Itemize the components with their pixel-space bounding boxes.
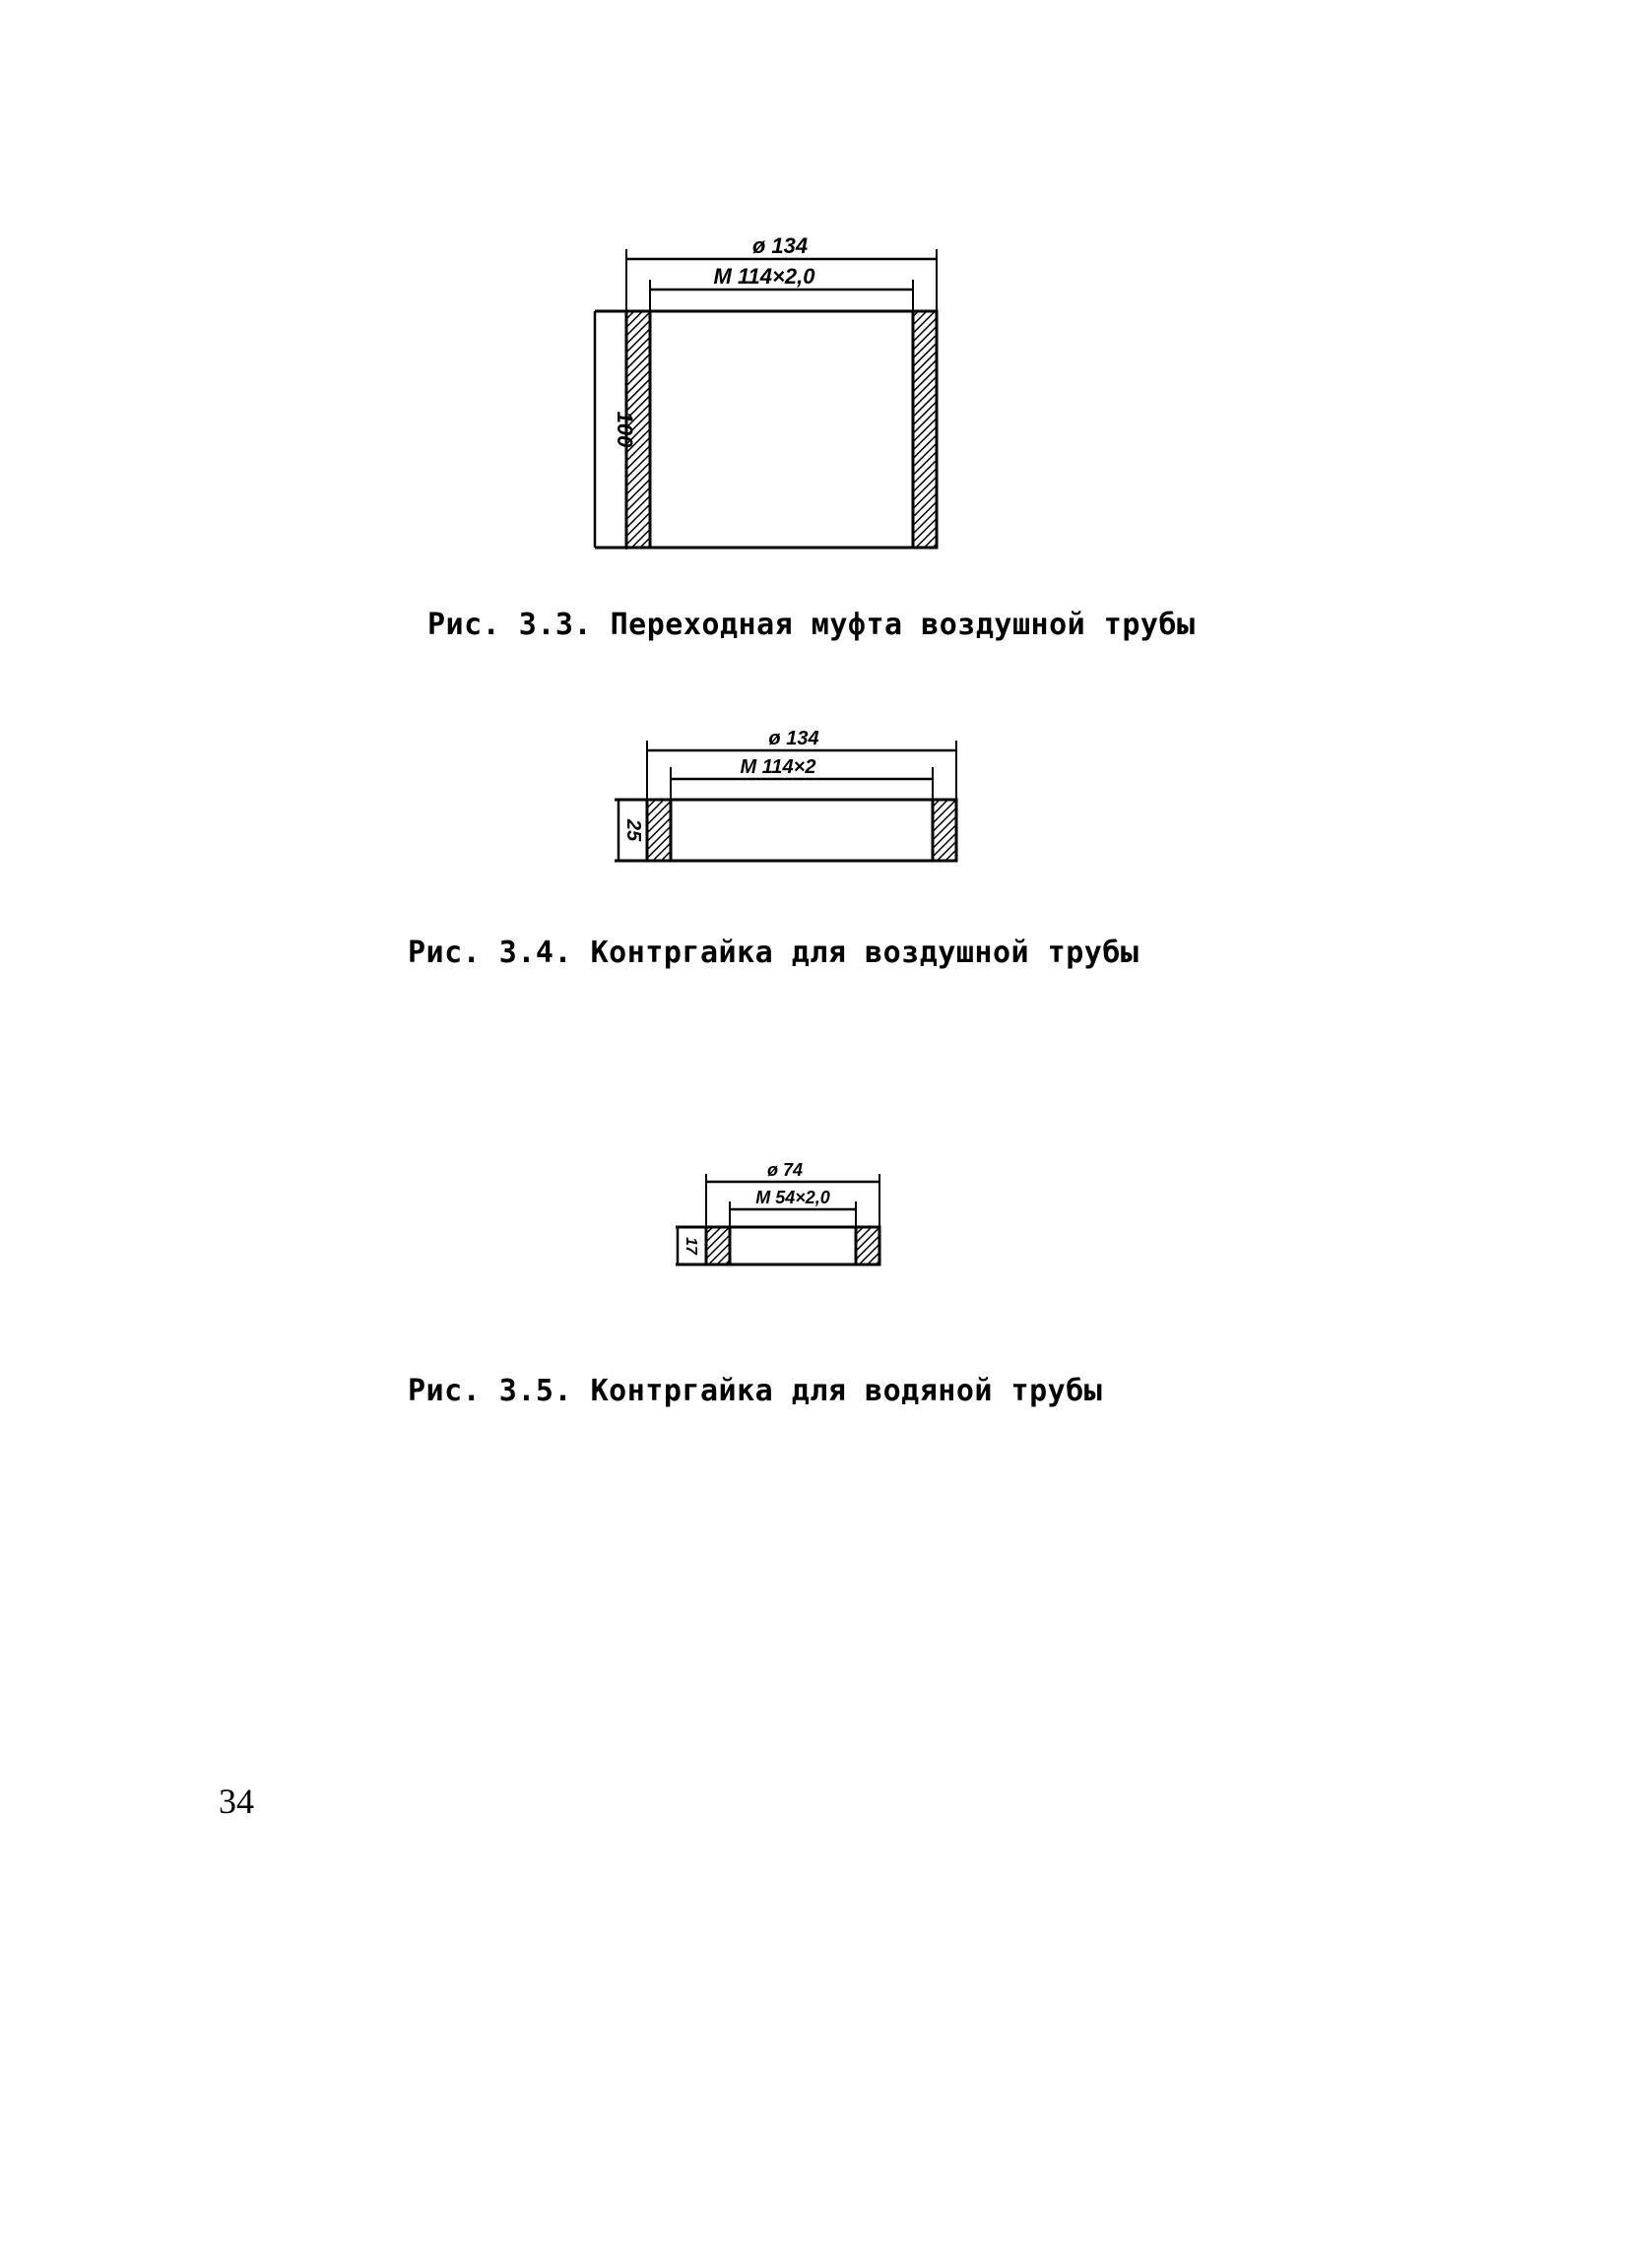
figure-3-4-caption: Рис. 3.4. Контргайка для воздушной трубы [408, 936, 1139, 970]
fig34-height-dim: 25 [622, 818, 644, 842]
page-number: 34 [219, 1782, 254, 1821]
fig35-outer-dim: ø 74 [766, 1160, 804, 1180]
figure-3-3-caption: Рис. 3.3. Переходная муфта воздушной трубы [427, 608, 1196, 642]
fig34-outer-dim: ø 134 [768, 728, 819, 749]
left-wall-hatch [706, 1227, 730, 1264]
fig33-outer-dim: ø 134 [751, 233, 809, 258]
fig33-height-dim: 100 [613, 411, 637, 448]
fig33-thread-dim: М 114×2,0 [713, 264, 815, 289]
fig34-thread-dim: М 114×2 [740, 756, 816, 778]
fig35-height-dim: 17 [683, 1237, 699, 1255]
fig35-thread-dim: М 54×2,0 [755, 1188, 830, 1207]
figure-3-5-caption: Рис. 3.5. Контргайка для водяной трубы [408, 1374, 1103, 1408]
right-wall-hatch [856, 1227, 879, 1264]
